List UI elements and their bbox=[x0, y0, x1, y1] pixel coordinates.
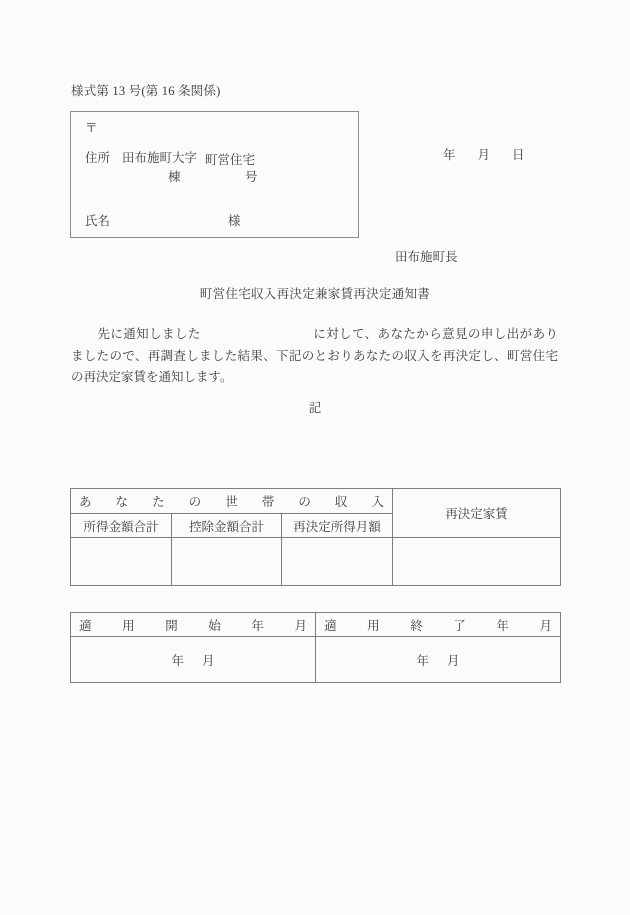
period-start-value[interactable] bbox=[71, 637, 316, 683]
period-end-header-text: 適用終了年月 bbox=[324, 618, 552, 633]
address-value: 田布施町大字 bbox=[122, 151, 198, 165]
income-value-1[interactable] bbox=[172, 538, 282, 586]
building-label: 棟 bbox=[168, 170, 181, 184]
period-end-month: 月 bbox=[447, 653, 460, 668]
period-table-data-row bbox=[71, 637, 561, 683]
body-paragraph bbox=[71, 324, 558, 389]
income-value-2[interactable] bbox=[282, 538, 393, 586]
income-group-header bbox=[71, 489, 393, 514]
date-line bbox=[443, 145, 525, 163]
issuer-name: 田布施町長 bbox=[395, 250, 458, 264]
ki-marker: 記 bbox=[308, 401, 322, 415]
address-label: 住所 bbox=[85, 151, 111, 165]
income-table bbox=[70, 488, 561, 586]
address-line bbox=[85, 148, 197, 166]
rent-header: 再決定家賃 bbox=[393, 489, 561, 538]
housing-label: 町営住宅 bbox=[205, 153, 256, 167]
period-start-year: 年 bbox=[171, 653, 184, 668]
name-label: 氏名 bbox=[85, 214, 111, 228]
period-end-value-group bbox=[416, 654, 459, 668]
period-start-header-text: 適用開始年月 bbox=[79, 618, 307, 633]
income-column-header-0: 所得金額合計 bbox=[71, 514, 172, 538]
form-number: 様式第 13 号(第 16 条関係) bbox=[71, 84, 221, 98]
period-end-value[interactable] bbox=[316, 637, 561, 683]
income-value-0[interactable] bbox=[71, 538, 172, 586]
body-line1-prefix: 先に通知しました bbox=[97, 327, 201, 341]
rent-value[interactable] bbox=[393, 538, 561, 586]
period-table-header-row bbox=[71, 613, 561, 637]
period-end-year: 年 bbox=[416, 653, 429, 668]
body-line1-suffix: に対して、あなたから意見の申し出がありましたので、再調査しました結果、下記のとおりあなたの収入を再決定し、町営住宅の再決定家賃を通知します。 bbox=[71, 327, 558, 384]
period-start-value-group bbox=[171, 654, 214, 668]
addressee-box bbox=[70, 111, 359, 238]
date-year-label: 年 bbox=[443, 148, 456, 162]
income-column-header-2: 再決定所得月額 bbox=[282, 514, 393, 538]
period-end-header bbox=[316, 613, 561, 637]
period-start-header bbox=[71, 613, 316, 637]
income-column-header-1: 控除金額合計 bbox=[172, 514, 282, 538]
postal-code-symbol: 〒 bbox=[85, 121, 98, 135]
date-month-label: 月 bbox=[477, 148, 491, 162]
income-table-group-header-row bbox=[71, 489, 561, 514]
name-honorific: 様 bbox=[228, 214, 241, 228]
page-title: 町営住宅収入再決定兼家賃再決定通知書 bbox=[199, 287, 431, 301]
income-group-header-text: あなたの世帯の収入 bbox=[79, 495, 384, 509]
income-table-data-row bbox=[71, 538, 561, 586]
room-number-label: 号 bbox=[245, 170, 258, 184]
period-start-month: 月 bbox=[202, 653, 215, 668]
date-day-label: 日 bbox=[512, 148, 525, 162]
period-table bbox=[70, 612, 561, 683]
